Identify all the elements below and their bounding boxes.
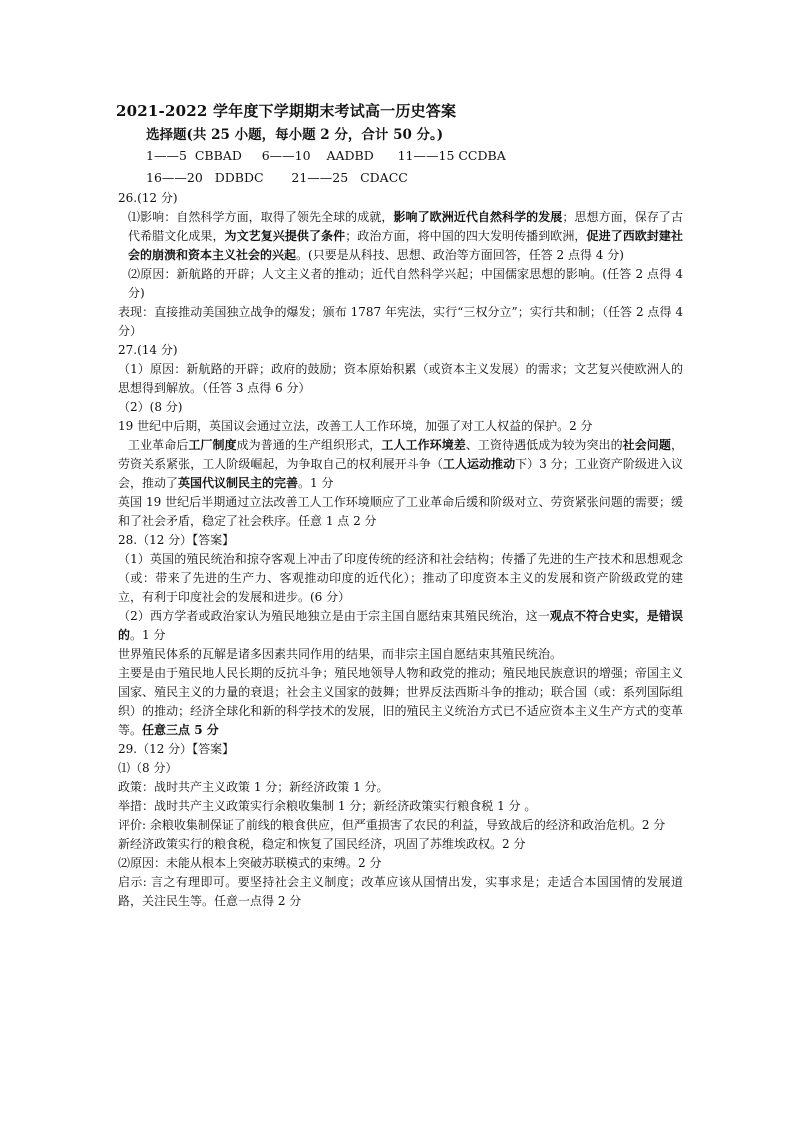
q27-part2-significance: 英国 19 世纪后半期通过立法改善工人工作环境顺应了工业革命后缓和阶级对立、劳资紧张问题的需要；缓和了社会矛盾，稳定了社会秩序。任意 1 点 2 分: [118, 495, 683, 528]
q28-text: 。1 分: [130, 628, 166, 642]
answer-document: [118, 100, 683, 911]
q26-p1-text: 。(只要是从科技、思想、政治等方面回答，任答 2 点得 4 分): [296, 248, 624, 262]
document-title: 2021-2022 学年度下学期期末考试高一历史答案: [116, 102, 457, 120]
q26-p1-text: ；思想方面，保存了古代希腊文化成果，: [128, 210, 683, 243]
q29-part2-insight: 启示: 言之有理即可。要坚持社会主义制度；改革应该从国情出发，实事求是；走适合本国国情的发展道路，关注民生等。任意一点得 2 分: [118, 875, 683, 908]
q27-text: 成为普通的生产组织形式，: [236, 438, 382, 452]
q26-p1-key: 促进了西欧封建社会的崩溃和资本主义社会的兴起: [128, 229, 683, 262]
choice-answers-row-1: 1——5 CBBAD 6——10 AADBD 11——15 CCDBA: [146, 148, 506, 163]
q26-header: 26.(12 分): [118, 191, 178, 205]
q28-part2-view: 世界殖民体系的瓦解是诸多因素共同作用的结果，而非宗主国自愿结束其殖民统治。: [118, 647, 563, 661]
choice-answers-row-2: 16——20 DDBDC 21——25 CDACC: [146, 170, 408, 185]
q27-text: 、工资待遇低成为较为突出的: [465, 438, 623, 452]
q27-part2-reason: [118, 436, 683, 493]
q27-part2-header: （2）(8 分): [118, 400, 183, 414]
q29-nep: 新经济政策实行的粮食税，稳定和恢复了国民经济，巩固了苏维埃政权。2 分: [118, 837, 526, 851]
q27-key: 工厂制度: [188, 438, 237, 452]
choice-section-header: 选择题(共 25 小题，每小题 2 分，合计 50 分。): [146, 127, 444, 143]
q29-measures: 举措：战时共产主义政策实行余粮收集制 1 分；新经济政策实行粮食税 1 分 。: [118, 799, 537, 813]
q26-p1-text: ⑴影响：自然科学方面，取得了领先全球的成就，: [128, 210, 394, 224]
q27-key: 英国代议制民主的完善: [178, 476, 299, 490]
q27-text: 下）3 分；工业资产阶级进入议会，推动了: [118, 457, 683, 490]
q28-key: 任意三点 5 分: [142, 723, 219, 737]
q29-part1-header: ⑴（8 分）: [118, 761, 178, 775]
q27-key: 工人工作环境差: [381, 438, 466, 452]
q27-key: 社会问题: [622, 438, 671, 452]
q26-part3: 表现：直接推动美国独立战争的爆发；颁布 1787 年宪法，实行“三权分立”；实行共和制；（任答 2 点得 4 分）: [118, 305, 683, 338]
q28-header: 28.（12 分）【答案】: [118, 533, 235, 547]
q29-part2-reason: ⑵原因：未能从根本上突破苏联模式的束缚。2 分: [118, 856, 382, 870]
q28-part1: （1）英国的殖民统治和掠夺客观上冲击了印度传统的经济和社会结构；传播了先进的生产技术和思想观念（或：带来了先进的生产力、客观推动印度的近代化）；推动了印度资本主义的发展和资产阶级政党的建立，有利于印度社会的发展和进步。(6 分）: [118, 552, 683, 604]
q28-text: 主要是由于殖民地人民长期的反抗斗争；殖民地领导人物和政党的推动；殖民地民族意识的增强；帝国主义国家、殖民主义的力量的衰退；社会主义国家的鼓舞；世界反法西斯斗争的推动；联合国（或：系列国际组织）的推动；经济全球化和新的科学技术的发展，旧的殖民主义统治方式已不适应资本主义生产方式的变革等。: [118, 666, 683, 737]
q28-part2: [118, 607, 683, 645]
q26-part2: ⑵原因：新航路的开辟；人文主义者的推动；近代自然科学兴起；中国儒家思想的影响。(任答 2 点得 4 分): [128, 267, 683, 300]
q28-key: 观点不符合史实，是错误的: [118, 609, 683, 642]
q27-part1: （1）原因：新航路的开辟；政府的鼓励；资本原始积累（或资本主义发展）的需求；文艺复兴使欧洲人的思想得到解放。（任答 3 点得 6 分）: [118, 362, 683, 395]
q27-text: 工业革命后: [128, 438, 189, 452]
q28-part2-reasons: [118, 664, 683, 740]
q27-text: 。1 分: [298, 476, 334, 490]
q26-p1-text: ；政治方面，将中国的四大发明传播到欧洲，: [345, 229, 587, 243]
q26-part1: [118, 208, 683, 265]
q28-text: （2）西方学者或政治家认为殖民地独立是由于宗主国自愿结束其殖民统治，这一: [118, 609, 550, 623]
q27-key: 工人运动推动: [442, 457, 516, 471]
q27-part2-conclusion: 19 世纪中后期，英国议会通过立法，改善工人工作环境，加强了对工人权益的保护。2 分: [118, 419, 593, 433]
q29-header: 29.（12 分）【答案】: [118, 742, 235, 756]
q27-text: ，劳资关系紧张，工人阶级崛起，为争取自己的权利展开斗争（: [118, 438, 683, 471]
q26-p1-key: 为文艺复兴提供了条件: [224, 229, 346, 243]
q26-p1-key: 影响了欧洲近代自然科学的发展: [393, 210, 563, 224]
q27-header: 27.(14 分): [118, 343, 178, 357]
q29-evaluation: 评价: 余粮收集制保证了前线的粮食供应，但严重损害了农民的利益，导致战后的经济和政治危机。2 分: [118, 818, 666, 832]
q29-policy: 政策：战时共产主义政策 1 分；新经济政策 1 分。: [118, 780, 389, 794]
